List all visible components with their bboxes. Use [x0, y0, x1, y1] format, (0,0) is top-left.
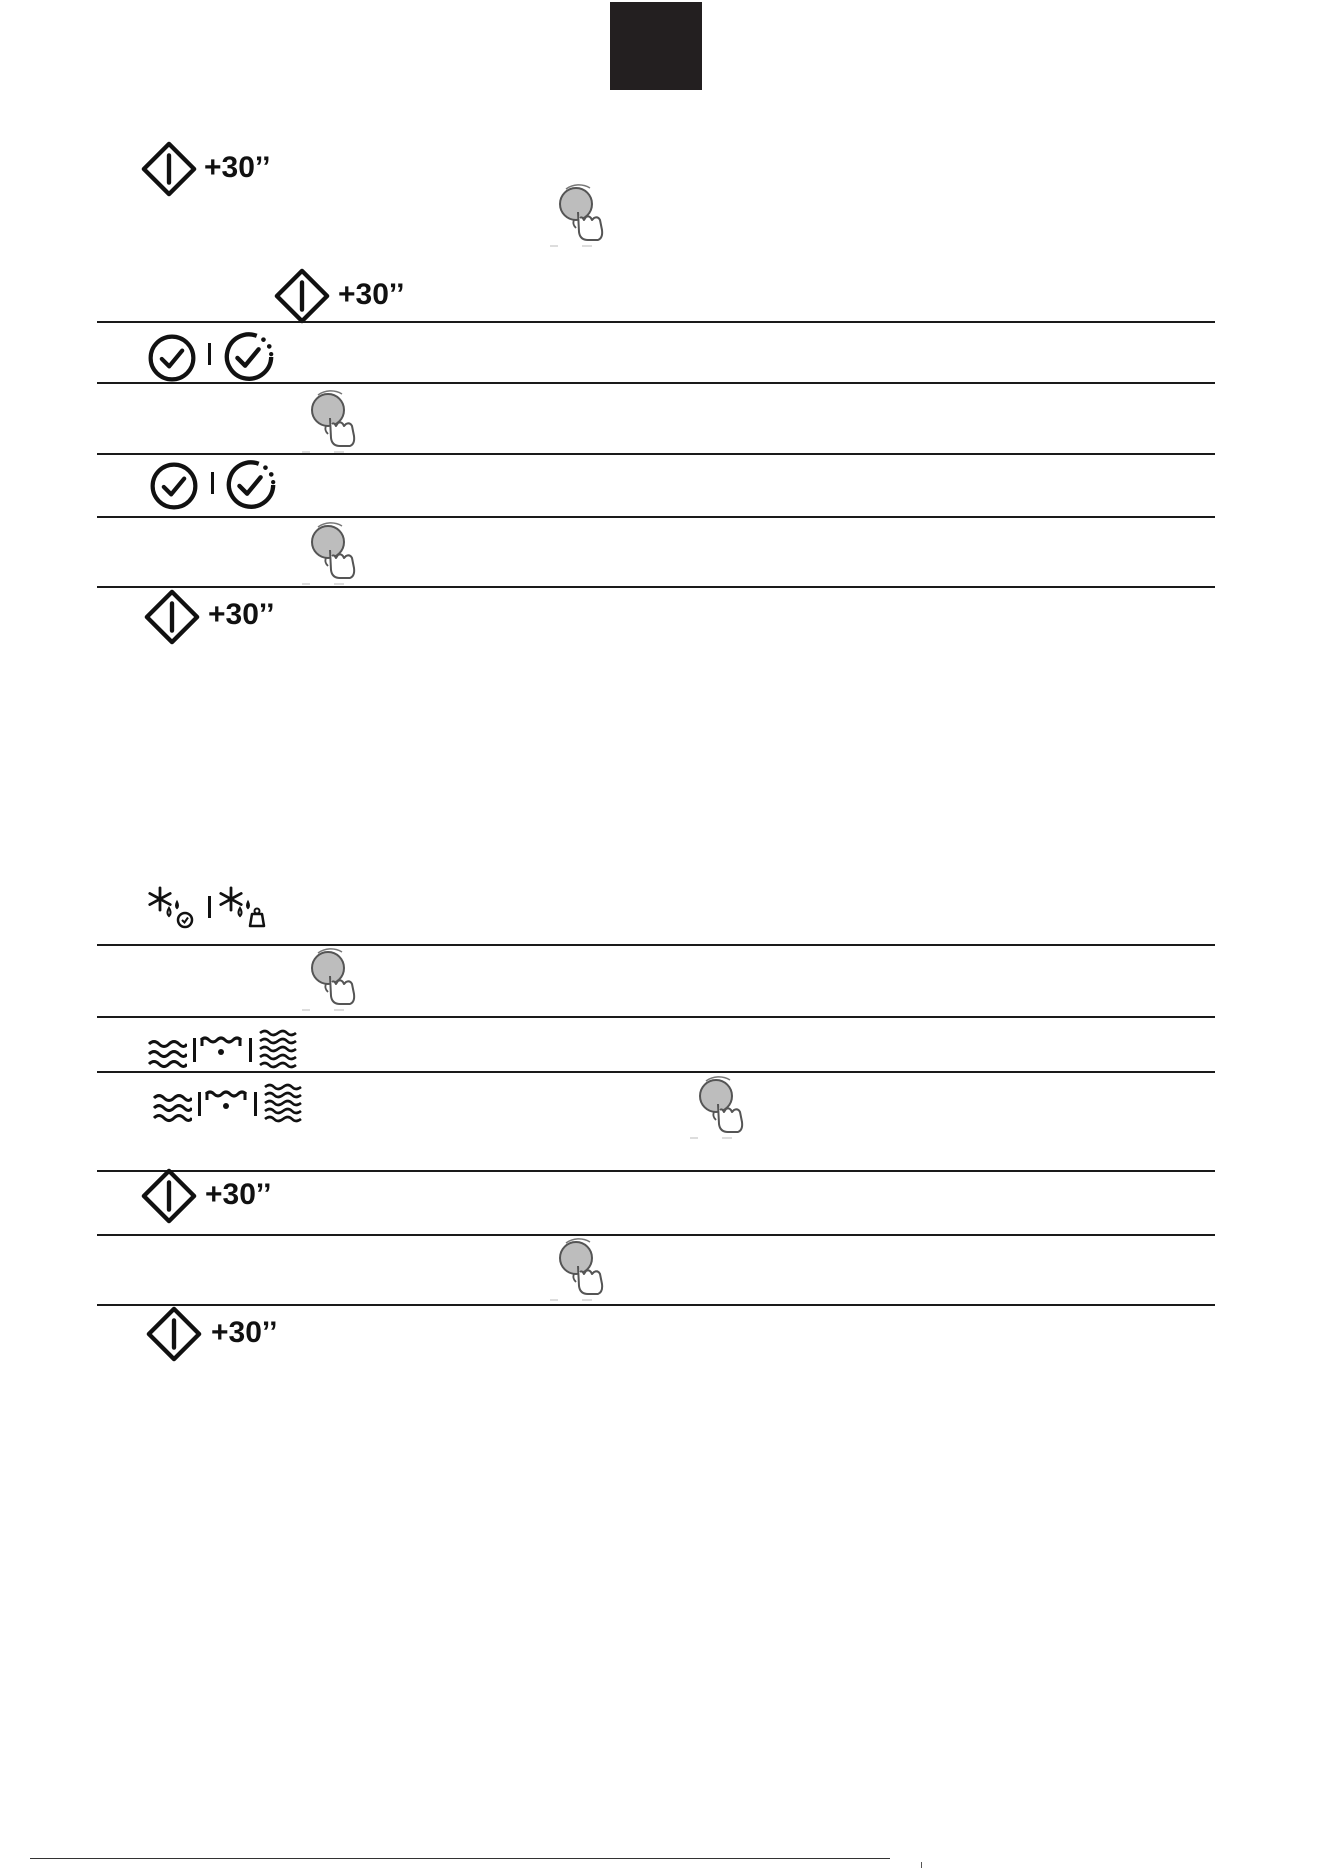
defrost-time-icon: [147, 886, 197, 930]
defrost-weight-icon: [218, 886, 268, 930]
start-button-icon: [273, 267, 331, 325]
rotary-knob-hand-icon: [548, 180, 608, 250]
steam-low-icon: [147, 1036, 187, 1072]
start-button-icon: [145, 1305, 203, 1363]
clock-check-icon: [146, 332, 198, 384]
rotary-knob-hand-icon: [300, 518, 360, 588]
section-divider: [97, 382, 1215, 384]
steam-low-icon: [152, 1090, 192, 1126]
rotary-knob-hand-icon: [548, 1234, 608, 1304]
section-divider: [97, 1170, 1215, 1172]
rotary-knob-hand-icon: [300, 386, 360, 456]
section-divider: [97, 586, 1215, 588]
section-divider: [97, 1016, 1215, 1018]
section-divider: [97, 321, 1215, 323]
timer-check-icon: [224, 458, 278, 512]
steam-high-icon: [258, 1028, 298, 1072]
steam-medium-icon: [199, 1034, 243, 1070]
icon-separator: [211, 472, 214, 494]
icon-separator: [254, 1092, 257, 1116]
steam-medium-icon: [204, 1088, 248, 1124]
steam-high-icon: [263, 1082, 303, 1126]
start-button-icon: [140, 1167, 198, 1225]
icon-separator: [208, 896, 211, 918]
start-plus30-label: +30’’: [211, 1316, 278, 1349]
section-divider: [97, 1304, 1215, 1306]
page-tab-marker: [610, 2, 702, 90]
section-divider: [97, 944, 1215, 946]
icon-separator: [198, 1092, 201, 1116]
section-divider: [97, 453, 1215, 455]
section-divider: [97, 1071, 1215, 1073]
start-plus30-label: +30’’: [205, 1178, 272, 1211]
rotary-knob-hand-icon: [688, 1072, 748, 1142]
clock-check-icon: [148, 460, 200, 512]
section-divider: [97, 1234, 1215, 1236]
start-button-icon: [140, 140, 198, 198]
footer-rule: [30, 1858, 890, 1859]
start-plus30-label: +30’’: [204, 151, 271, 184]
start-plus30-label: +30’’: [208, 598, 275, 631]
icon-separator: [208, 343, 211, 365]
icon-separator: [249, 1038, 252, 1062]
start-button-icon: [143, 588, 201, 646]
icon-separator: [193, 1038, 196, 1062]
footer-tick: [921, 1862, 922, 1868]
rotary-knob-hand-icon: [300, 944, 360, 1014]
section-divider: [97, 516, 1215, 518]
start-plus30-label: +30’’: [338, 278, 405, 311]
timer-check-icon: [222, 330, 276, 384]
